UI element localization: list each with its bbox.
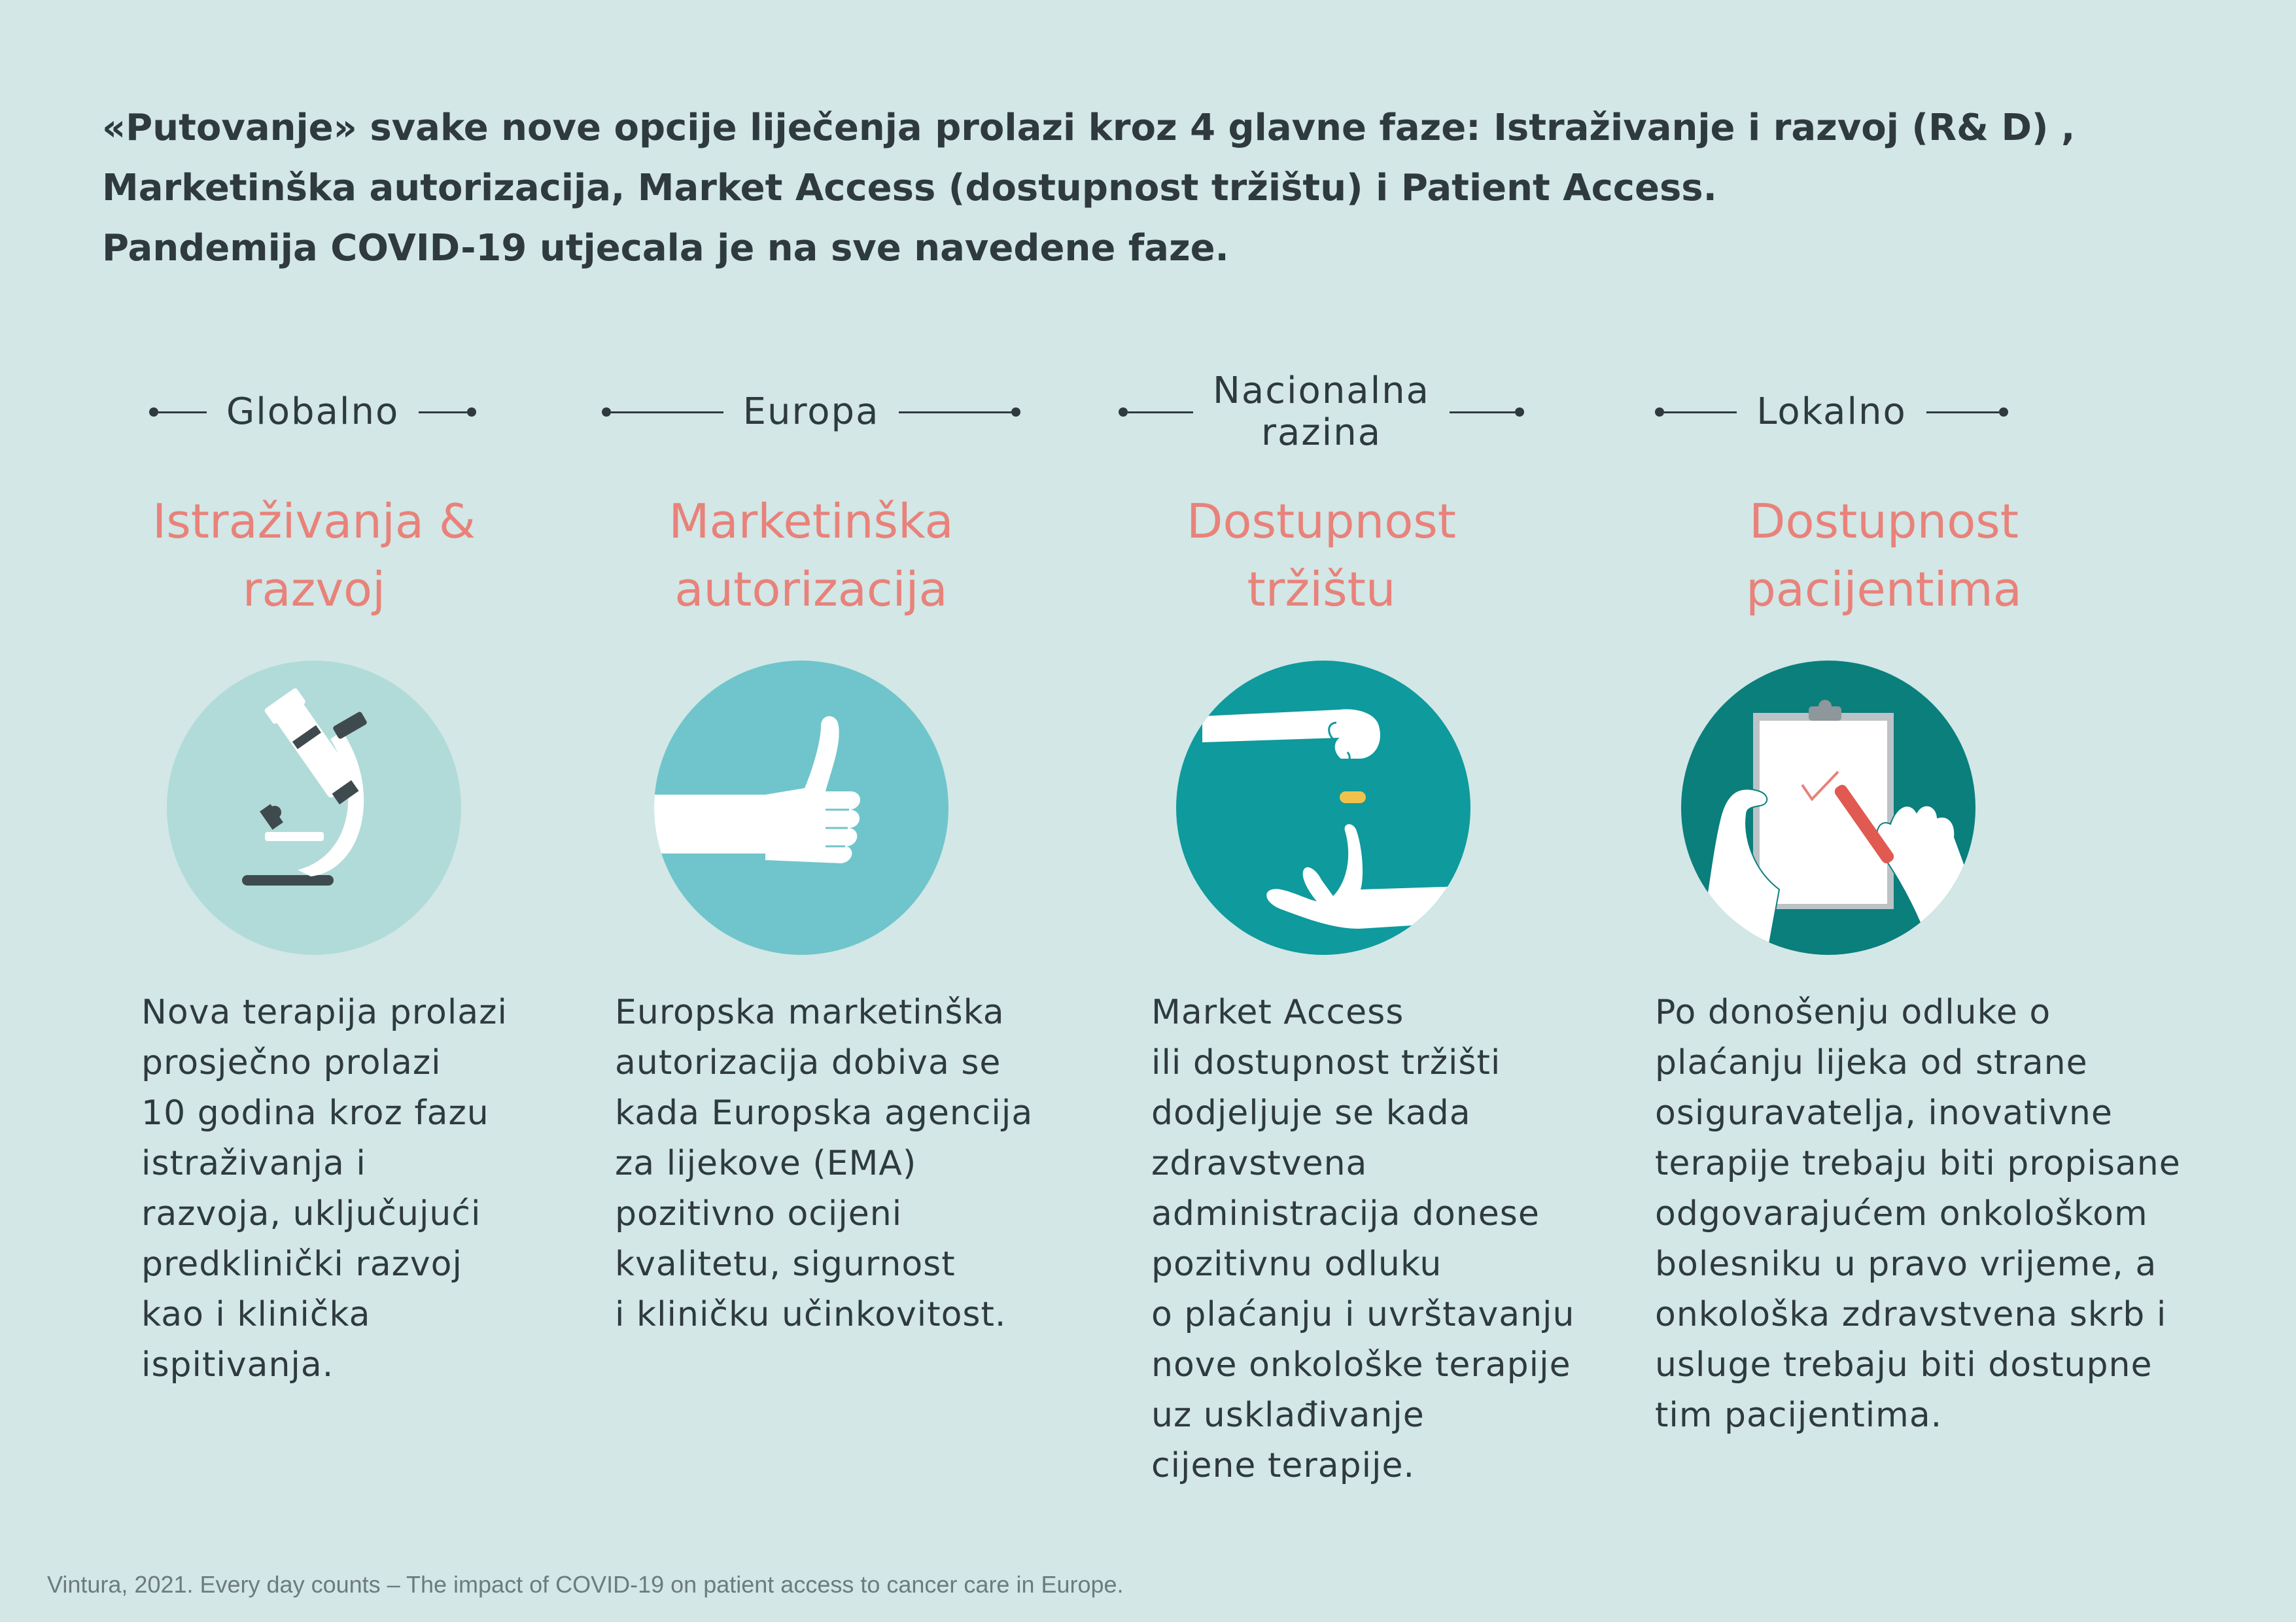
description-line: usluge trebaju biti dostupne	[1655, 1345, 2153, 1385]
level-label-line: Nacionalna	[1213, 370, 1430, 412]
description-line: uz usklađivanje	[1151, 1396, 1425, 1435]
description-line: cijene terapije.	[1151, 1446, 1416, 1485]
level-label: Globalno	[226, 390, 400, 433]
phase-column-research	[105, 0, 523, 1622]
level-dot	[602, 407, 611, 417]
level-header	[149, 366, 476, 458]
description-line: istraživanja i	[141, 1144, 366, 1183]
level-dot	[1999, 407, 2008, 417]
hand-giving-pill-icon	[1176, 661, 1470, 955]
description-line: onkološka zdravstvena skrb i	[1655, 1295, 2167, 1334]
phase-title-line: tržištu	[1247, 562, 1396, 617]
phase-column-patient	[1655, 0, 2244, 1622]
level-header	[1119, 366, 1524, 458]
level-line	[419, 411, 467, 413]
description-line: predklinički razvoj	[141, 1245, 462, 1284]
phase-title-line: Dostupnost	[1749, 494, 2019, 549]
description-line: terapije trebaju biti propisane	[1655, 1144, 2181, 1183]
level-line	[1450, 411, 1515, 413]
phase-title-line: Dostupnost	[1187, 494, 1456, 549]
phase-title-line: Marketinška	[669, 494, 954, 549]
level-dot	[467, 407, 476, 417]
level-line	[158, 411, 207, 413]
level-line	[1664, 411, 1737, 413]
thumbs-up-icon	[654, 661, 948, 955]
description-line: prosječno prolazi	[141, 1043, 442, 1082]
description-line: plaćanju lijeka od strane	[1655, 1043, 2088, 1082]
phase-title	[1119, 487, 1524, 623]
phase-column-authorization	[602, 0, 1073, 1622]
level-header	[1655, 366, 2008, 458]
phase-title-line: Istraživanja &	[152, 494, 476, 549]
description-line: 10 godina kroz fazu	[141, 1094, 489, 1133]
description-line: pozitivnu odluku	[1151, 1245, 1442, 1284]
description-line: autorizacija dobiva se	[615, 1043, 1001, 1082]
level-label: Europa	[742, 390, 880, 433]
level-dot	[149, 407, 158, 417]
description-line: za lijekove (EMA)	[615, 1144, 917, 1183]
level-line	[1128, 411, 1193, 413]
phase-title-line: pacijentima	[1746, 562, 2022, 617]
description-line: pozitivno ocijeni	[615, 1194, 903, 1234]
description-line: ili dostupnost tržišti	[1151, 1043, 1501, 1082]
level-dot	[1515, 407, 1524, 417]
intro-line-3: Pandemija COVID-19 utjecala je na sve navedene faze.	[102, 227, 1229, 269]
description-line: bolesniku u pravo vrijeme, a	[1655, 1245, 2157, 1284]
description-line: administracija donese	[1151, 1194, 1540, 1234]
phase-column-market	[1119, 0, 1590, 1622]
level-label: Lokalno	[1756, 390, 1907, 433]
phase-title	[105, 487, 523, 623]
phase-description	[615, 988, 1033, 1340]
phase-title-line: razvoj	[242, 562, 386, 617]
intro-line-2: Marketinška autorizacija, Market Access (dostupnost tržištu) i Patient Access.	[102, 167, 1717, 209]
description-line: o plaćanju i uvrštavanju	[1151, 1295, 1575, 1334]
description-line: i kliničku učinkovitost.	[615, 1295, 1007, 1334]
phase-title	[1655, 487, 2113, 623]
level-line	[899, 411, 1011, 413]
description-line: razvoja, uključujući	[141, 1194, 481, 1234]
microscope-icon	[167, 661, 461, 955]
phase-title	[602, 487, 1020, 623]
level-line	[1926, 411, 1999, 413]
description-line: odgovarajućem onkološkom	[1655, 1194, 2148, 1234]
phase-description	[1655, 988, 2181, 1441]
level-label	[1193, 370, 1450, 454]
description-line: nove onkološke terapije	[1151, 1345, 1571, 1385]
description-line: Market Access	[1151, 993, 1404, 1032]
description-line: kvalitetu, sigurnost	[615, 1245, 956, 1284]
description-line: zdravstvena	[1151, 1144, 1368, 1183]
description-line: osiguravatelja, inovativne	[1655, 1094, 2113, 1133]
level-label-line: razina	[1261, 411, 1382, 454]
level-dot	[1011, 407, 1020, 417]
description-line: Nova terapija prolazi	[141, 993, 508, 1032]
description-line: ispitivanja.	[141, 1345, 334, 1385]
phase-description	[141, 988, 508, 1390]
level-line	[611, 411, 723, 413]
clipboard-prescription-icon	[1681, 661, 1975, 955]
intro-line-1: «Putovanje» svake nove opcije liječenja prolazi kroz 4 glavne faze: Istraživanje i razvoj (R& D) ,	[102, 107, 2076, 149]
source-citation: Vintura, 2021. Every day counts – The impact of COVID-19 on patient access to cancer care in Europe.	[47, 1571, 1124, 1598]
description-line: dodjeljuje se kada	[1151, 1094, 1471, 1133]
description-line: kao i klinička	[141, 1295, 371, 1334]
description-line: Po donošenju odluke o	[1655, 993, 2051, 1032]
level-header	[602, 366, 1020, 458]
description-line: kada Europska agencija	[615, 1094, 1034, 1133]
description-line: tim pacijentima.	[1655, 1396, 1943, 1435]
level-dot	[1119, 407, 1128, 417]
description-line: Europska marketinška	[615, 993, 1005, 1032]
level-dot	[1655, 407, 1664, 417]
phase-title-line: autorizacija	[674, 562, 948, 617]
phase-description	[1151, 988, 1574, 1491]
